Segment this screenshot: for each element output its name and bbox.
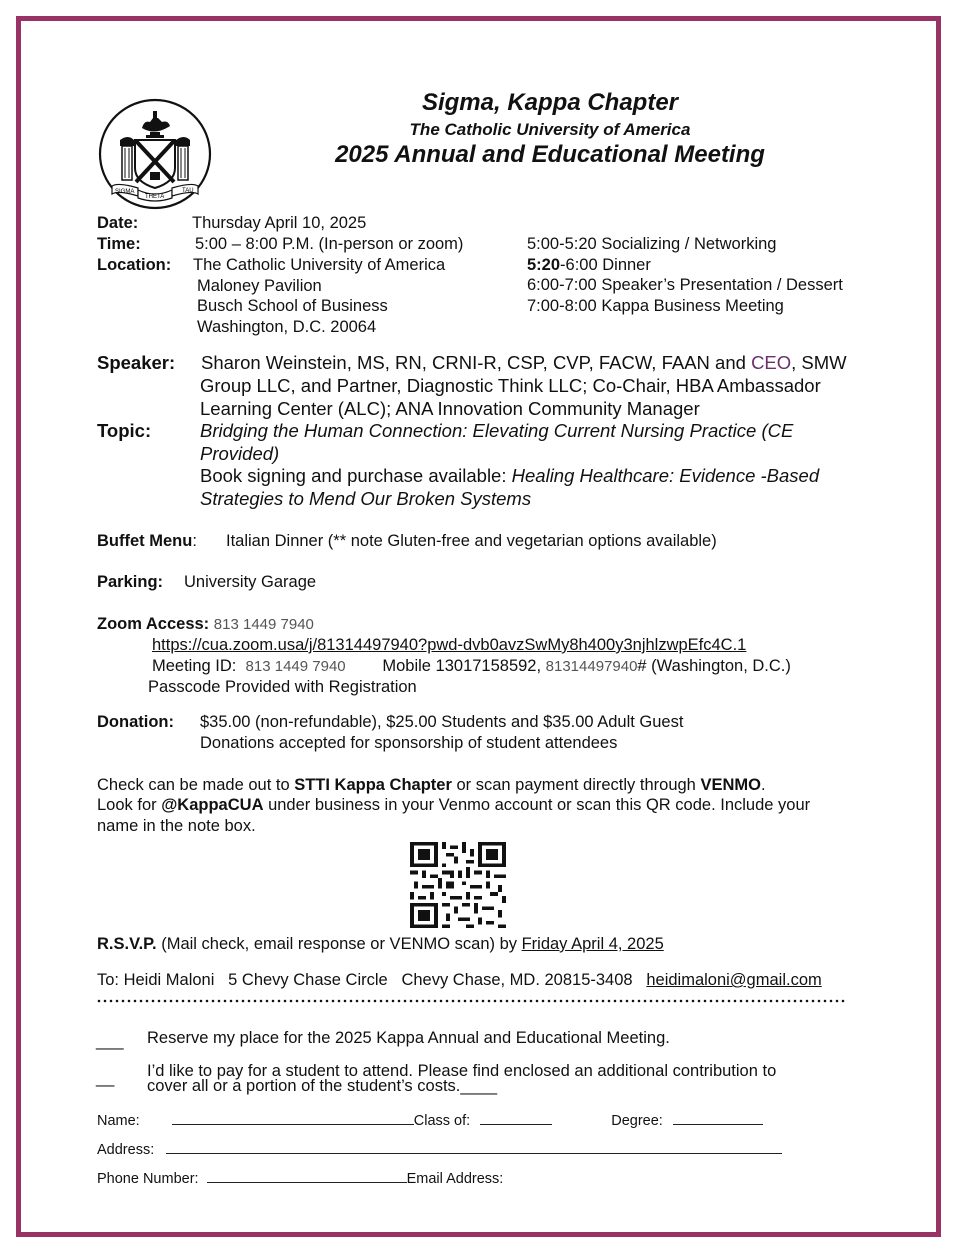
option2-line: I’d like to pay for a student to attend. Please find enclosed an additional contribution to	[147, 1062, 777, 1080]
time-label: Time:	[97, 235, 141, 253]
date-label: Date:	[97, 214, 139, 232]
topic-title: Bridging the Human Connection: Elevating Current Nursing Practice (CE	[200, 420, 794, 441]
payment-line	[97, 795, 810, 816]
email-label: Email Address:	[406, 1171, 504, 1187]
parking-label: Parking:	[97, 573, 164, 591]
speaker-line	[201, 352, 847, 375]
sigma-theta-tau-crest-icon	[98, 98, 212, 210]
degree-field[interactable]	[673, 1110, 763, 1125]
location-line: Busch School of Business	[197, 297, 388, 315]
schedule-time: 7:00-8:00	[527, 297, 597, 315]
book-title: Healing Healthcare: Evidence -Based	[511, 465, 820, 486]
schedule-time: -6:00	[560, 256, 598, 274]
date-value: Thursday April 10, 2025	[192, 214, 367, 232]
degree-label: Degree:	[611, 1113, 663, 1129]
phone-field-row	[97, 1168, 503, 1187]
payee-name: STTI Kappa Chapter	[294, 776, 452, 794]
university-subtitle: The Catholic University of America	[409, 120, 691, 139]
rsvp-text: (Mail check, email response or VENMO scan) by	[156, 935, 522, 953]
address-field-row	[97, 1139, 782, 1158]
zoom-meeting-info	[152, 656, 791, 678]
rsvp-deadline: Friday April 4, 2025	[521, 935, 664, 953]
option2-checkbox-blank[interactable]: __	[96, 1069, 115, 1087]
speaker-text: , SMW	[791, 352, 847, 373]
time-value: 5:00 – 8:00 P.M. (In-person or zoom)	[195, 235, 464, 253]
schedule-item	[527, 296, 784, 317]
name-field-row	[97, 1110, 763, 1129]
name-label: Name:	[97, 1113, 140, 1129]
zoom-passcode: Passcode Provided with Registration	[148, 678, 417, 696]
mail-to-line	[97, 970, 822, 991]
rsvp-label: R.S.V.P.	[97, 935, 157, 953]
speaker-line: Group LLC, and Partner, Diagnostic Think LLC; Co-Chair, HBA Ambassador	[200, 375, 821, 396]
schedule-time: 5:00-5:20	[527, 235, 597, 253]
schedule-item	[527, 255, 651, 276]
buffet-menu	[97, 531, 197, 552]
venmo-label: VENMO	[700, 776, 761, 794]
cut-line-divider	[96, 998, 846, 1004]
address-label: Address:	[97, 1142, 155, 1158]
payment-text: Look for	[97, 796, 162, 814]
address-field[interactable]	[166, 1139, 782, 1154]
schedule-item	[527, 275, 843, 296]
contact-email-link[interactable]: heidimaloni@gmail.com	[646, 971, 822, 989]
phone-label: Phone Number:	[97, 1171, 199, 1187]
svg-text:THETA: THETA	[145, 194, 165, 200]
schedule-activity: Dinner	[602, 256, 651, 274]
mobile-code: 81314497940	[545, 658, 638, 675]
phone-field[interactable]	[207, 1168, 407, 1183]
location-line: The Catholic University of America	[193, 256, 446, 274]
option1-text: Reserve my place for the 2025 Kappa Annual and Educational Meeting.	[147, 1029, 670, 1047]
location-line: Washington, D.C. 20064	[197, 318, 377, 336]
speaker-text: Sharon Weinstein, MS, RN, CRNI-R, CSP, CVP, FACW, FAAN and	[201, 352, 752, 373]
payment-line	[97, 775, 766, 796]
option2-line: cover all or a portion of the student’s costs.____	[147, 1077, 498, 1095]
speaker-line: Learning Center (ALC); ANA Innovation Community Manager	[200, 398, 700, 419]
schedule-time-bold: 5:20	[527, 256, 561, 274]
book-signing-text: Book signing and purchase available:	[200, 465, 512, 486]
zoom-link[interactable]: https://cua.zoom.usa/j/81314497940?pwd-dvb0avzSwMy8h400y3njhlzwpEfc4C.1	[152, 636, 747, 654]
donation-line: $35.00 (non-refundable), $25.00 Students and $35.00 Adult Guest	[200, 713, 684, 731]
zoom-access	[97, 614, 314, 636]
svg-text:TAU: TAU	[182, 188, 194, 194]
mobile-suffix: # (Washington, D.C.)	[637, 657, 791, 675]
schedule-time: 6:00-7:00	[527, 276, 597, 294]
schedule-item	[527, 234, 777, 255]
payment-text: Check can be made out to	[97, 776, 295, 794]
schedule-activity: Speaker’s Presentation / Dessert	[601, 276, 843, 294]
meeting-id: 813 1449 7940	[245, 658, 346, 675]
venmo-handle: @KappaCUA	[161, 796, 264, 814]
topic-title: Provided)	[200, 443, 280, 464]
zoom-number: 813 1449 7940	[213, 616, 314, 633]
rsvp-line	[97, 934, 664, 955]
option2-text	[147, 1064, 776, 1094]
venmo-qr-code-icon[interactable]	[410, 842, 506, 928]
payment-text: or scan payment directly through	[451, 776, 701, 794]
schedule-activity: Kappa Business Meeting	[601, 297, 784, 315]
class-of-field[interactable]	[480, 1110, 552, 1125]
mail-to-address: To: Heidi Maloni 5 Chevy Chase Circle Chevy Chase, MD. 20815-3408	[97, 971, 647, 989]
payment-line: name in the note box.	[97, 817, 256, 835]
buffet-label: Buffet Menu	[97, 532, 193, 550]
svg-text:SIGMA: SIGMA	[115, 189, 135, 195]
topic-label: Topic:	[97, 420, 152, 441]
parking-value: University Garage	[184, 573, 317, 591]
class-of-label: Class of:	[413, 1113, 471, 1129]
payment-text: .	[760, 776, 766, 794]
mobile-label: Mobile 13017158592,	[382, 657, 546, 675]
donation-label: Donation:	[97, 713, 174, 731]
option1-checkbox-blank[interactable]: ___	[96, 1032, 124, 1050]
book-signing	[200, 465, 819, 488]
donation-line: Donations accepted for sponsorship of student attendees	[200, 734, 618, 752]
speaker-label: Speaker:	[97, 352, 176, 373]
payment-text: under business in your Venmo account or scan this QR code. Include your	[263, 796, 811, 814]
chapter-title: Sigma, Kappa Chapter	[421, 89, 679, 116]
buffet-colon: :	[192, 532, 197, 550]
location-label: Location:	[97, 256, 172, 274]
book-title: Strategies to Mend Our Broken Systems	[200, 488, 532, 509]
buffet-value: Italian Dinner (** note Gluten-free and vegetarian options available)	[226, 532, 717, 550]
location-line: Maloney Pavilion	[197, 277, 322, 295]
name-field[interactable]	[172, 1110, 414, 1125]
event-title: 2025 Annual and Educational Meeting	[335, 141, 765, 168]
meeting-id-label: Meeting ID:	[152, 657, 237, 675]
speaker-ceo: CEO	[751, 352, 792, 373]
schedule-activity: Socializing / Networking	[601, 235, 777, 253]
zoom-label: Zoom Access:	[97, 615, 210, 633]
